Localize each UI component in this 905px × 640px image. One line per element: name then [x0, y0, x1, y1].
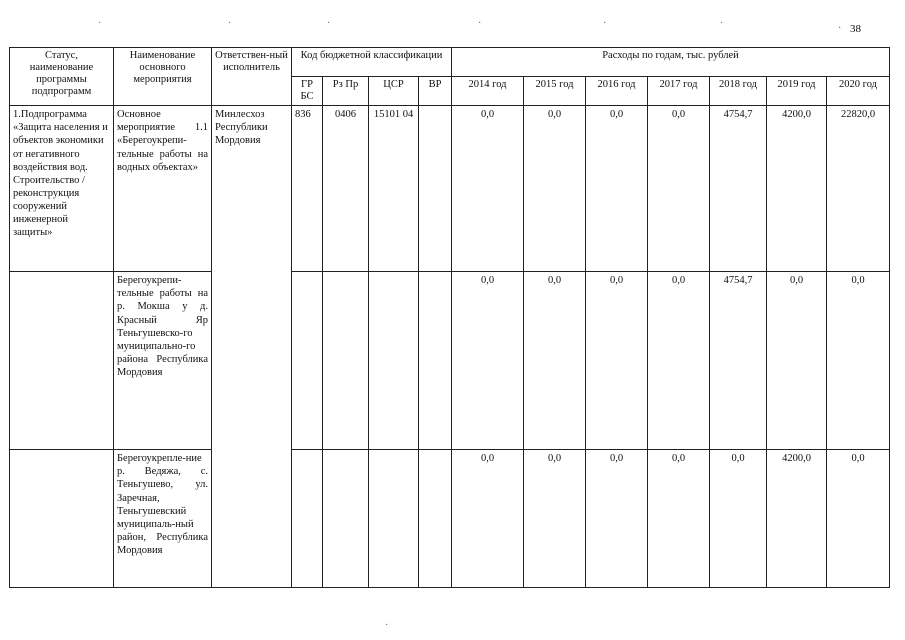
- cell-status: [10, 272, 114, 450]
- cell-responsible: Минлесхоз Республики Мордовия: [212, 106, 292, 588]
- cell-value: 4754,7: [710, 106, 767, 272]
- cell-name: Основное мероприятие 1.1 «Берегоукрепи-тельные работы на водных объектах»: [114, 106, 212, 272]
- header-responsible: Ответствен-ный исполнитель: [212, 48, 292, 106]
- cell-value: 4200,0: [767, 106, 827, 272]
- table-row: [10, 272, 890, 450]
- cell-csr: 15101 04: [369, 106, 419, 272]
- cell-value: 0,0: [524, 106, 586, 272]
- cell-vr: [419, 450, 452, 588]
- cell-value: 0,0: [767, 272, 827, 450]
- cell-grbs: [292, 450, 323, 588]
- header-year: 2019 год: [767, 77, 827, 106]
- header-name: Наименование основного мероприятия: [114, 48, 212, 106]
- page-number: 38: [850, 23, 861, 35]
- cell-value: 0,0: [827, 272, 890, 450]
- cell-value: 0,0: [452, 106, 524, 272]
- header-code-group: Код бюджетной классификации: [292, 48, 452, 77]
- cell-value: 0,0: [452, 272, 524, 450]
- cell-value: 22820,0: [827, 106, 890, 272]
- expenditure-table: [9, 47, 890, 588]
- header-status: Статус, наименование программы подпрограмм: [10, 48, 114, 106]
- header-year: 2015 год: [524, 77, 586, 106]
- cell-rzpr: [323, 450, 369, 588]
- cell-value: 0,0: [710, 450, 767, 588]
- cell-value: 0,0: [452, 450, 524, 588]
- cell-value: 0,0: [586, 106, 648, 272]
- cell-rzpr: [323, 272, 369, 450]
- cell-csr: [369, 272, 419, 450]
- cell-rzpr: 0406: [323, 106, 369, 272]
- header-year: 2018 год: [710, 77, 767, 106]
- cell-vr: [419, 106, 452, 272]
- cell-value: 0,0: [524, 450, 586, 588]
- cell-name: Берегоукрепле-ние р. Ведяжа, с. Теньгушево, ул. Заречная, Теньгушевский муниципаль-ный район, Республика Мордовия: [114, 450, 212, 588]
- table-row: [10, 106, 890, 272]
- cell-value: 4200,0: [767, 450, 827, 588]
- header-year: 2016 год: [586, 77, 648, 106]
- cell-value: 0,0: [586, 272, 648, 450]
- cell-value: 0,0: [524, 272, 586, 450]
- header-rzpr: Рз Пр: [323, 77, 369, 106]
- header-year: 2014 год: [452, 77, 524, 106]
- cell-value: 0,0: [648, 272, 710, 450]
- header-year: 2020 год: [827, 77, 890, 106]
- header-grbs: ГР БС: [292, 77, 323, 106]
- table-row: [10, 450, 890, 588]
- cell-value: 4754,7: [710, 272, 767, 450]
- cell-value: 0,0: [648, 450, 710, 588]
- cell-name: Берегоукрепи-тельные работы на р. Мокша у д. Красный Яр Теньгушевско-го муниципально-го района Республика Мордовия: [114, 272, 212, 450]
- cell-status: [10, 450, 114, 588]
- cell-vr: [419, 272, 452, 450]
- cell-status: 1.Подпрограмма «Защита населения и объектов экономики от негативного воздействия вод. Строительство /реконструкция сооружений инженерной защиты»: [10, 106, 114, 272]
- cell-grbs: [292, 272, 323, 450]
- cell-value: 0,0: [827, 450, 890, 588]
- header-year: 2017 год: [648, 77, 710, 106]
- cell-value: 0,0: [586, 450, 648, 588]
- cell-value: 0,0: [648, 106, 710, 272]
- header-csr: ЦСР: [369, 77, 419, 106]
- cell-csr: [369, 450, 419, 588]
- header-expenses-group: Расходы по годам, тыс. рублей: [452, 48, 890, 77]
- header-vr: ВР: [419, 77, 452, 106]
- cell-grbs: 836: [292, 106, 323, 272]
